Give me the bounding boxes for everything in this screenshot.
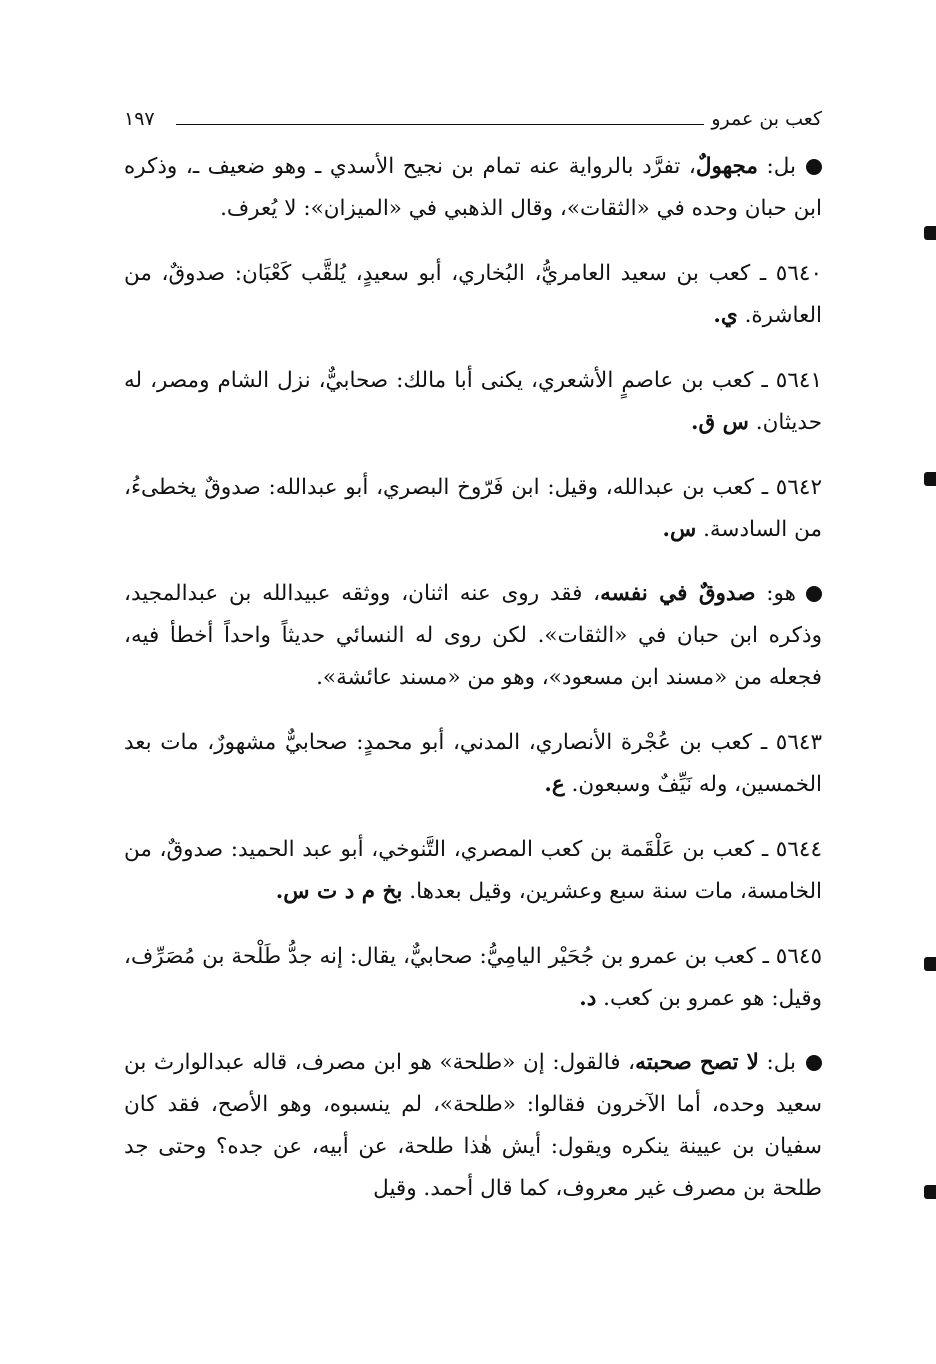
entry-5643: ٥٦٤٣ ـ كعب بن عُجْرة الأنصاري، المدني، أبو محمدٍ: صحابيٌّ مشهورٌ، مات بعد الخمسين، وله نَيِّفٌ وسبعون. ع. [124, 730, 822, 797]
edge-tab-mark [924, 226, 936, 240]
comment-paragraph: بل: لا تصح صحبته، فالقول: إن «طلحة» هو ابن مصرف، قاله عبدالوارث بن سعيد وحده، أما الآخرون فقالوا: «طلحة»، لم ينسبوه، وهو الأصح، فقد كان سفيان بن عيينة ينكره ويقول: أيش هٰذا طلحة، عن أبيه، عن جده؟ وحتى جد طلحة بن مصرف غير معروف، كما قال أحمد. وقيل [124, 1050, 822, 1201]
source-code: د. [579, 986, 597, 1011]
source-code: بخ م د ت س. [275, 879, 403, 904]
source-code: س ق. [691, 410, 749, 435]
comment-paragraph: هو: صدوقٌ في نفسه، فقد روى عنه اثنان، ووثقه عبيدالله بن عبدالمجيد، وذكره ابن حبان في «الثقات». لكن روى له النسائي حديثاً واحداً أخطأ فيه، فجعله من «مسند ابن مسعود»، وهو من «مسند عائشة». [124, 581, 822, 690]
entry-5644: ٥٦٤٤ ـ كعب بن عَلْقَمة بن كعب المصري، التَّنوخي، أبو عبد الحميد: صدوقٌ، من الخامسة، مات سنة سبع وعشرين، وقيل بعدها. بخ م د ت س. [124, 837, 822, 904]
verdict: مجهولٌ [695, 154, 758, 179]
source-code: س. [662, 517, 697, 542]
edge-tab-mark [924, 1185, 936, 1199]
page-body [124, 146, 822, 1210]
bullet-icon [806, 1055, 822, 1071]
comment-paragraph: بل: مجهولٌ، تفرَّد بالرواية عنه تمام بن نجيح الأسدي ـ وهو ضعيف ـ، وذكره ابن حبان وحده في «الثقات»، وقال الذهبي في «الميزان»: لا يُعرف. [124, 154, 822, 221]
entry-5642: ٥٦٤٢ ـ كعب بن عبدالله، وقيل: ابن فَرّوخ البصري، أبو عبدالله: صدوقٌ يخطىءُ، من السادسة. س. [124, 475, 822, 542]
page-number: ١٩٧ [124, 108, 155, 130]
bullet-icon [806, 159, 822, 175]
verdict: لا تصح صحبته [635, 1050, 759, 1075]
bullet-icon [806, 586, 822, 602]
source-code: ع. [544, 772, 565, 797]
running-header [124, 106, 822, 136]
source-code: ي. [713, 303, 738, 328]
header-rule [176, 124, 704, 125]
edge-tab-mark [924, 472, 936, 486]
entry-5645: ٥٦٤٥ ـ كعب بن عمرو بن جُحَيْر اليامِيُّ: صحابيٌّ، يقال: إنه جدُّ طَلْحة بن مُصَرِّف، وقيل: هو عمرو بن كعب. د. [124, 944, 822, 1011]
verdict: صدوقٌ في نفسه [600, 581, 756, 606]
edge-tab-mark [924, 957, 936, 971]
entry-5640: ٥٦٤٠ ـ كعب بن سعيد العامريُّ، البُخاري، أبو سعيدٍ، يُلقَّب كَعْبَان: صدوقٌ، من العاشرة. ي. [124, 261, 822, 328]
entry-5641: ٥٦٤١ ـ كعب بن عاصمٍ الأشعري، يكنى أبا مالك: صحابيٌّ، نزل الشام ومصر، له حديثان. س ق. [124, 368, 822, 435]
running-title: كعب بن عمرو [711, 108, 822, 130]
